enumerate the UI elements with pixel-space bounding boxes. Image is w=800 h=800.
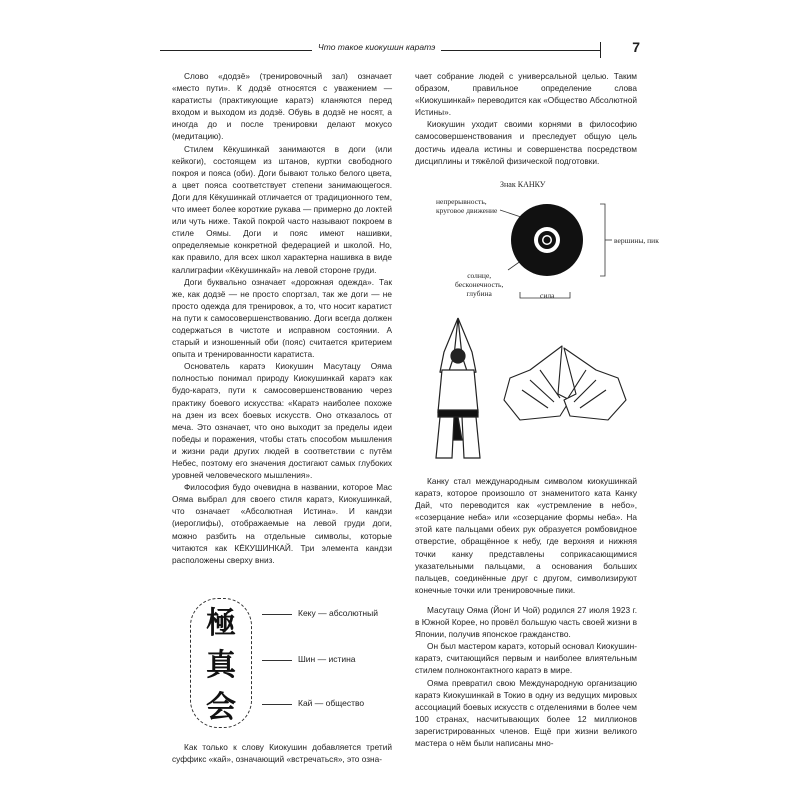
paragraph-founder: Основатель каратэ Киокушин Масутацу Ояма полностью понимал природу Киокушинкай каратэ как будо-каратэ, пути к самосовершенствованию через практику боевого искусства: «Каратэ наиболее похоже на дзен из всех боевых искусств. Оно отказалось от меча. Это означает, что оно выходит за пределы идеи победы и поражения, чтобы стать способом мышления и жизни ради других людей в соответствии с путём Небес, поэтому его значения достигают самых глубоких уровней человеческого мышления». bbox=[172, 361, 392, 481]
kanku-title: Знак КАНКУ bbox=[500, 180, 546, 189]
kanku-label-continuity: непрерывность, круговое движение bbox=[436, 197, 498, 215]
header-title: Что такое киокушин каратэ bbox=[312, 42, 441, 52]
kanji-shin: 真 bbox=[206, 648, 236, 683]
paragraph-dogi: Стилем Кёкушинкай занимаются в доги (или кейкоги), состоящем из штанов, куртки свободного покроя и пояса (оби). Доги бывают только белого цвета, а цвет пояса соответствует степени занимающегося. Доги для Кёкушинкай отличается от традиционного тем, что имеет более короткие рукава — примерно до локтей или чуть ниже. Такой покрой часто называют покроем в стиле Оямы. Доги и пояс имеют нашивки, определяемые конкретной федерацией и школой. Но, как правило, для всех школ характерна нашивка в виде каллиграфии «Кёкушинкай» на левой стороне груди. bbox=[172, 143, 392, 275]
kanji-label-shin: Шин — истина bbox=[298, 654, 356, 664]
hands-kanku-illustration bbox=[500, 340, 635, 425]
left-column-bottom bbox=[172, 741, 392, 765]
kanji-kai: 会 bbox=[206, 690, 236, 725]
paragraph-kanku: Канку стал международным символом киокушинкай каратэ, которое произошло от знаменитого ката Канку Дай, что переводится как «устремление в небо», «созерцание неба» или «созерцание формы неба». На этой кате пальцами обеих рук образуется ромбовидное отверстие, обращённое к небу, где верхняя и нижняя точки канку представлены соприкасающимися указательными пальцами, а основания больших пальцев, соединённые друг с другом, символизируют конечные точки или тренировочные пики. bbox=[415, 476, 637, 595]
paragraph-philosophy: Киокушин уходит своими корнями в философию самосовершенствования и преследует общую цель достичь идеала истины и совершенства посредством дисциплины и тяжёлой физической подготовки. bbox=[415, 119, 637, 166]
kanku-label-peaks: вершины, пик bbox=[614, 236, 659, 245]
paragraph-dojo: Слово «додзё» (тренировочный зал) означает «место пути». К додзё относятся с уважением — каратисты (практикующие каратэ) кланяются перед входом и выходом из додзё. Обувь в додзё не носят, а иногда до и после тренировки делают мокусо (медитацию). bbox=[172, 71, 392, 142]
paragraph-oyama-org: Ояма превратил свою Международную организацию каратэ Киокушинкай в Токио в одну из ведущих мировых ассоциаций боевых искусств с отделениями в более чем 100 странах, насчитывающих более 12 миллионов зарегистрированных членов. Ещё при жизни великого мастера о нём были написаны мно- bbox=[415, 677, 637, 749]
running-header bbox=[160, 39, 640, 60]
paragraph-budo: Философия будо очевидна в названии, которое Мас Ояма выбрал для своего стиля каратэ, Киокушинкай, что означает «Абсолютная Истина». И кандзи (иероглифы), отображаемые на левой груди доги, можно разбить на отдельные символы, которые читаются как КЁКУШИНКАЙ. Три элемента кандзи расположены сверху вниз. bbox=[172, 482, 392, 565]
kanji-pointer-line bbox=[262, 704, 292, 705]
paragraph-kai: Как только к слову Киокушин добавляется третий суффикс «кай», означающий «встречаться», это озна- bbox=[172, 742, 392, 765]
paragraph-oyama-master: Он был мастером каратэ, который основал Киокушин-каратэ, считающийся первым и наиболее влиятельным стилем полноконтактного каратэ в мире. bbox=[415, 641, 637, 676]
paragraph-oyama-birth: Масутацу Ояма (Йонг И Чой) родился 27 июля 1923 г. в Южной Корее, но провёл большую часть своей жизни в Японии, получив японское гражданство. bbox=[415, 605, 637, 640]
kanji-kyoku: 極 bbox=[206, 606, 236, 641]
kanji-pointer-line bbox=[262, 660, 292, 661]
paragraph-dogi-meaning: Доги буквально означает «дорожная одежда». Так же, как додзё — не просто спортзал, так же доги — не просто одежда для тренировок, а то, что носит каратист на пути к самосовершенствованию. Доги всегда должен содержаться в чистоте и исправном состоянии. А старый и изношенный оби (пояс) считается критерием опыта и тренированности каратиста. bbox=[172, 276, 392, 360]
kanji-label-kai: Кай — общество bbox=[298, 698, 365, 708]
kanji-label-kyoku: Кеку — абсолютный bbox=[298, 608, 378, 618]
right-column-mid bbox=[415, 475, 637, 596]
kanku-label-power: сила bbox=[540, 291, 555, 300]
header-divider bbox=[600, 42, 601, 58]
right-column-top bbox=[415, 70, 637, 167]
kanji-pointer-line bbox=[262, 614, 292, 615]
left-column bbox=[172, 70, 392, 566]
kanku-label-sun: солнце, бесконечность, глубина bbox=[455, 271, 504, 298]
right-column-bottom bbox=[415, 604, 637, 749]
paragraph-society: чает собрание людей с универсальной целью. Таким образом, правильное определение слова «Киокушинкай» переводится как «Общество Абсолютной Истины». bbox=[415, 71, 637, 118]
page-number: 7 bbox=[632, 39, 640, 55]
karateka-illustration bbox=[424, 312, 492, 460]
